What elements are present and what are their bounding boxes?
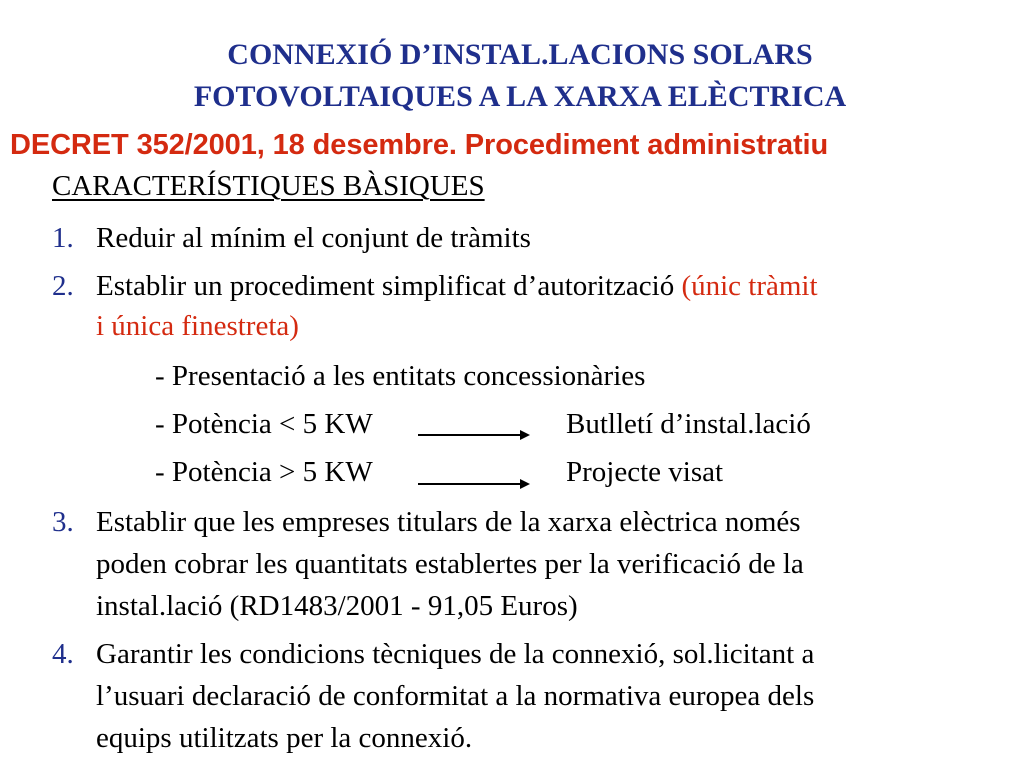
arrow-right-icon (418, 428, 530, 442)
slide-title-line-2: FOTOVOLTAIQUES A LA XARXA ELÈCTRICA (193, 80, 847, 113)
item-3-number: 3. (52, 506, 74, 538)
item-2-text: Establir un procediment simplificat d’autorització (96, 270, 682, 302)
arrow-right-icon (418, 477, 530, 491)
item-1-number: 1. (52, 222, 74, 254)
item-3-line-1: Establir que les empreses titulars de la xarxa elèctrica només (96, 506, 801, 538)
sub-potencia-less-label: - Potència < 5 KW (155, 408, 373, 440)
item-4-line-3: equips utilitzats per la connexió. (96, 722, 473, 754)
sub-potencia-less-result: Butlletí d’instal.lació (566, 408, 811, 440)
item-1-text: Reduir al mínim el conjunt de tràmits (96, 222, 531, 254)
item-4-line-2: l’usuari declaració de conformitat a la normativa europea dels (96, 680, 815, 712)
item-2-number: 2. (52, 270, 74, 302)
sub-potencia-more-label: - Potència > 5 KW (155, 456, 373, 488)
sub-presentacio: - Presentació a les entitats concessionàries (155, 360, 646, 392)
item-3-line-2: poden cobrar les quantitats establertes per la verificació de la (96, 548, 804, 580)
slide-title-line-1: CONNEXIÓ D’INSTAL.LACIONS SOLARS (227, 38, 813, 71)
item-3-line-3: instal.lació (RD1483/2001 - 91,05 Euros) (96, 590, 578, 622)
item-4-number: 4. (52, 638, 74, 670)
sub-potencia-more-result: Projecte visat (566, 456, 724, 488)
item-4-line-1: Garantir les condicions tècniques de la connexió, sol.licitant a (96, 638, 815, 670)
item-2-line-1 (96, 268, 818, 304)
item-2-highlight: (únic tràmit (681, 270, 818, 302)
item-2-line-2: i única finestreta) (96, 310, 299, 342)
section-heading: CARACTERÍSTIQUES BÀSIQUES (52, 170, 485, 202)
decree-subtitle: DECRET 352/2001, 18 desembre. Procediment administratiu (10, 129, 829, 161)
